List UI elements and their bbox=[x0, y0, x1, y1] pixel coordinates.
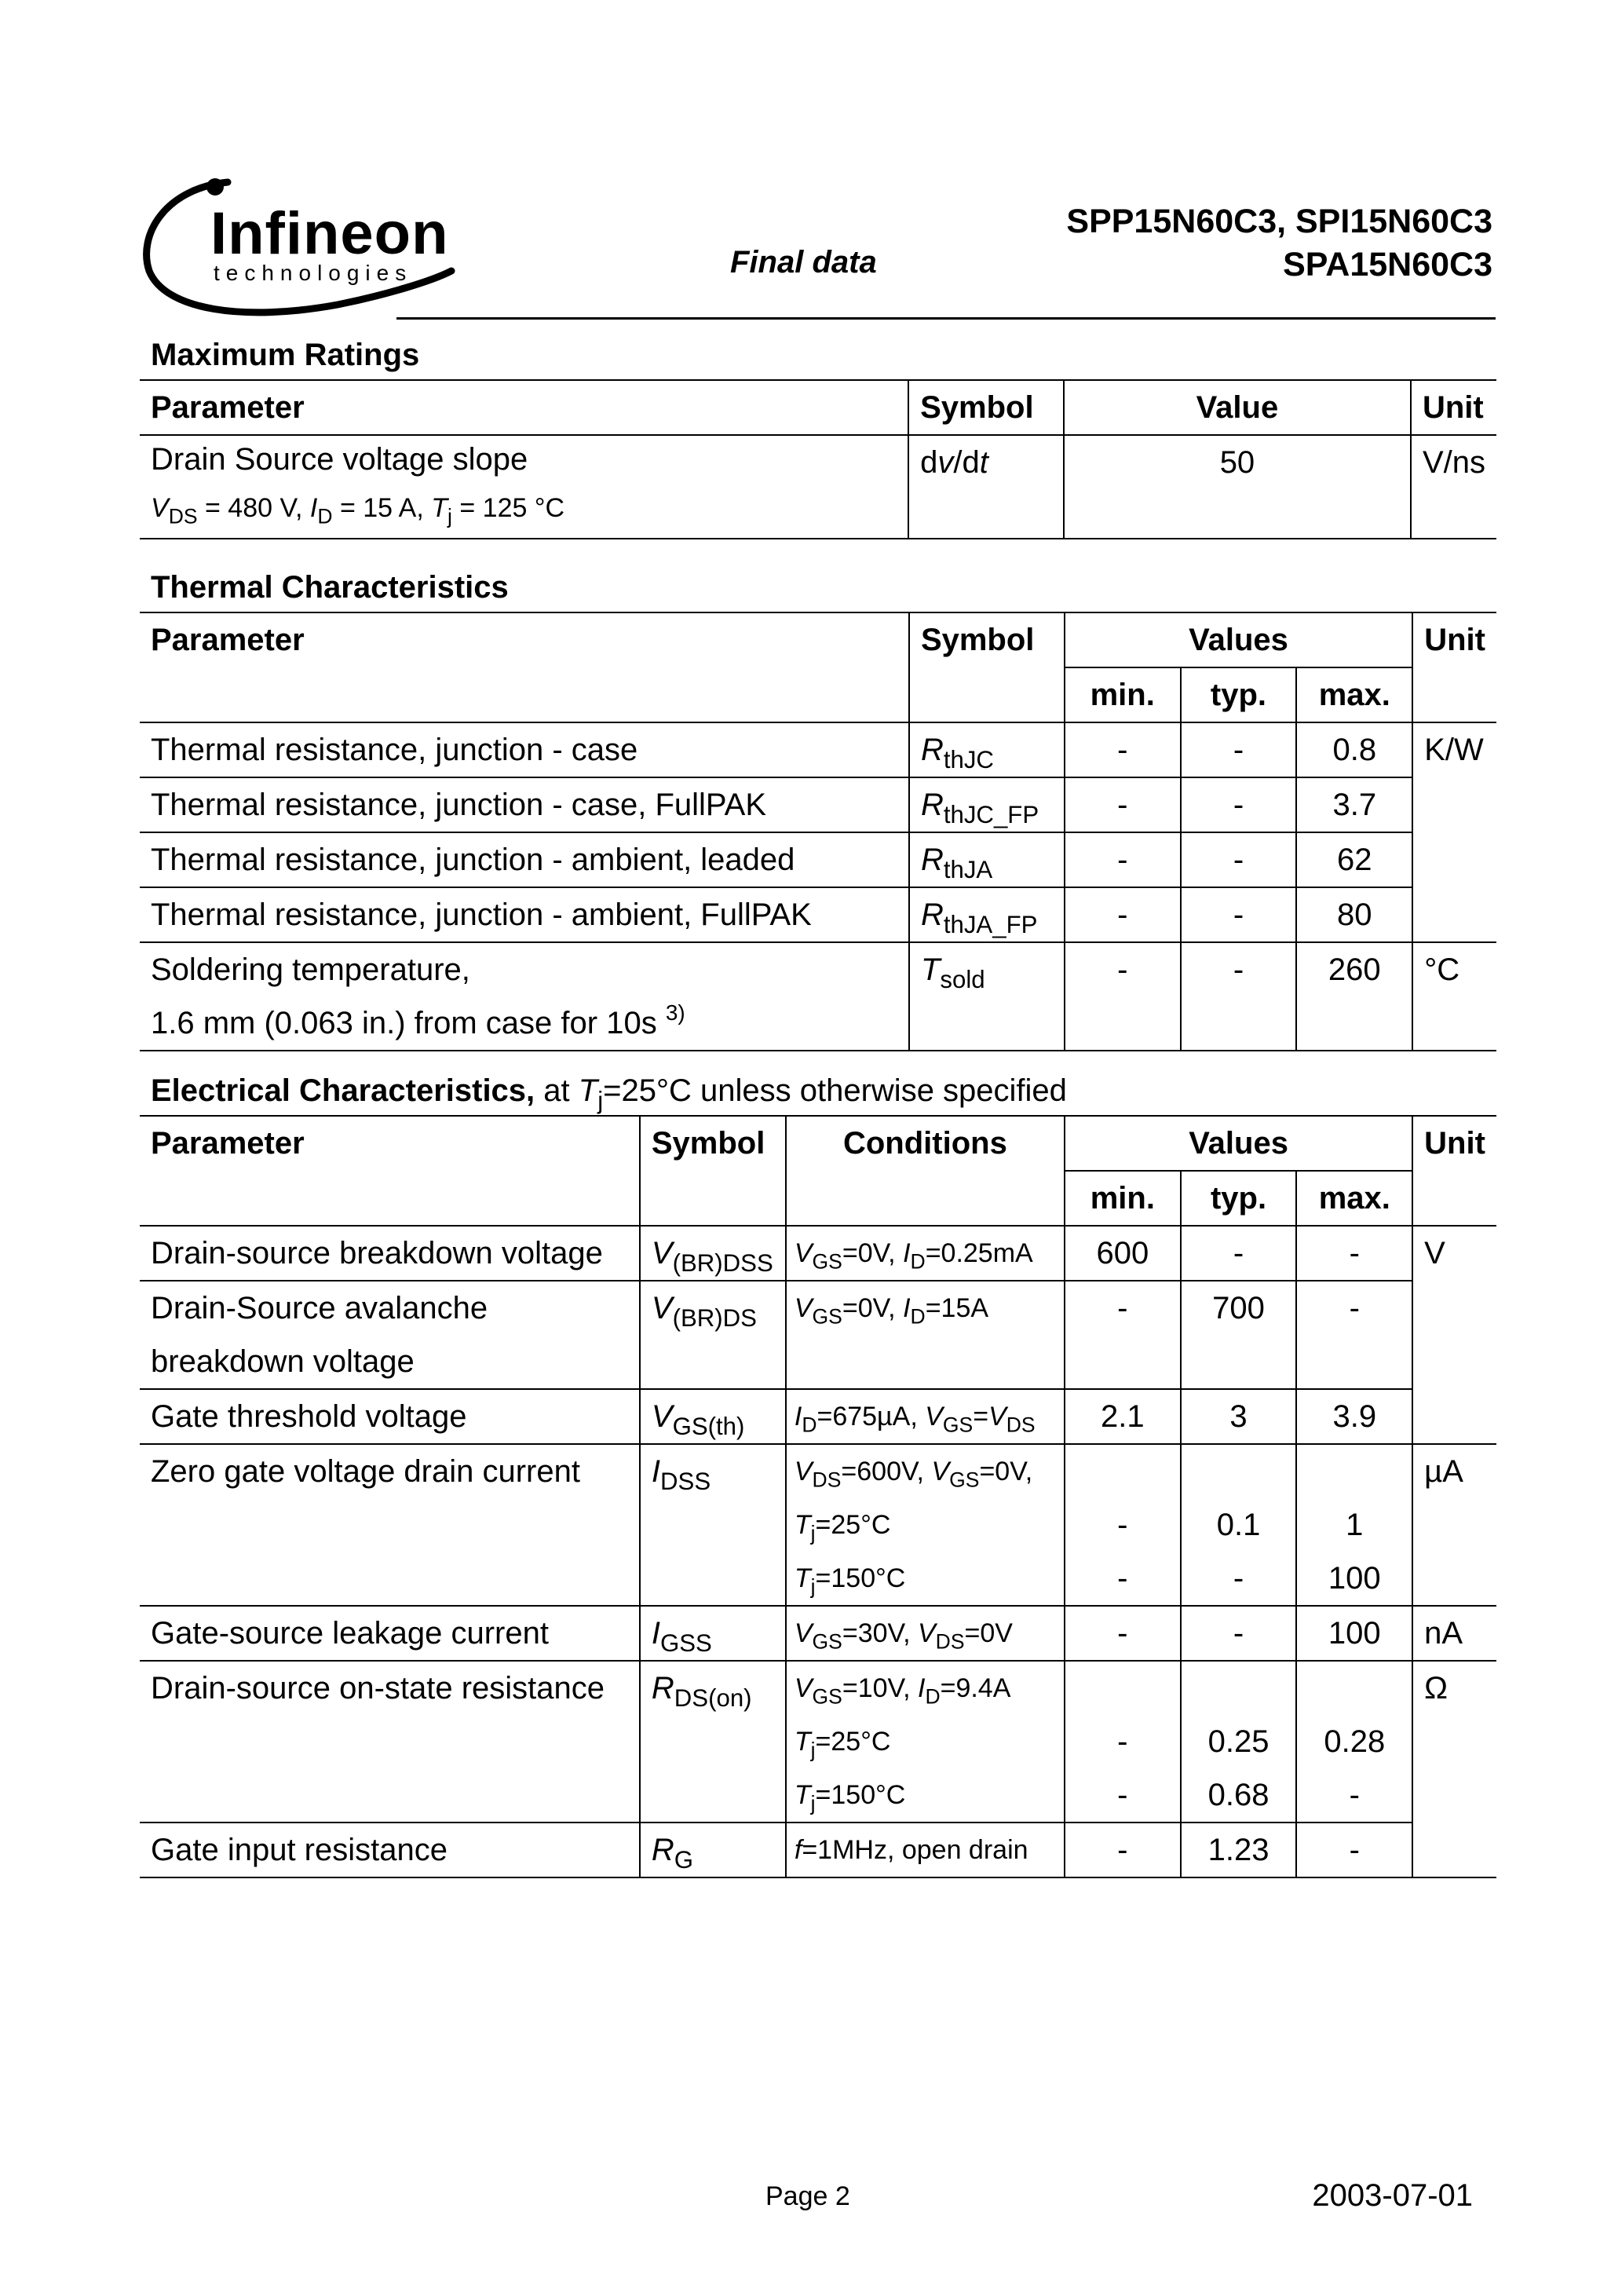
unit: Ω bbox=[1412, 1661, 1496, 1877]
max-ratings-table bbox=[140, 379, 1496, 539]
symbol: $R_{thJC}$ bbox=[909, 722, 1065, 777]
max-ratings-title: Maximum Ratings bbox=[151, 338, 420, 372]
parameter: Drain-source breakdown voltage bbox=[151, 1236, 603, 1270]
unit: nA bbox=[1412, 1606, 1496, 1661]
table-row bbox=[140, 435, 1496, 539]
col-max: max. bbox=[1296, 667, 1412, 722]
max: 1 100 bbox=[1296, 1444, 1412, 1606]
col-values: Values bbox=[1065, 1116, 1412, 1171]
col-typ: typ. bbox=[1181, 1171, 1297, 1226]
max: 260 bbox=[1296, 942, 1412, 1051]
typ: - bbox=[1181, 832, 1297, 887]
conditions: f=1MHz, open drain bbox=[786, 1823, 1065, 1877]
document-status: Final data bbox=[730, 245, 877, 280]
col-value: Value bbox=[1064, 380, 1411, 435]
col-parameter: Parameter bbox=[140, 612, 909, 722]
unit: V/ns bbox=[1411, 435, 1496, 539]
max: 100 bbox=[1296, 1606, 1412, 1661]
symbol: $R_{DS(on)}$ bbox=[640, 1661, 786, 1823]
col-unit: Unit bbox=[1412, 612, 1496, 722]
col-conditions: Conditions bbox=[786, 1116, 1065, 1226]
table-row bbox=[140, 1389, 1496, 1444]
symbol: $V_{(BR)DSS}$ bbox=[640, 1226, 786, 1281]
parameter-line2: 1.6 mm (0.063 in.) from case for 10s bbox=[151, 1006, 657, 1040]
conditions: $I_D=675\mu A$, $V_{GS}=V_{DS}$ bbox=[786, 1389, 1065, 1444]
conditions: $V_{GS}=0V$, $I_D=15A$ bbox=[786, 1281, 1065, 1389]
table-row bbox=[140, 1606, 1496, 1661]
unit: °C bbox=[1412, 942, 1496, 1051]
symbol: $R_{thJA\_FP}$ bbox=[909, 887, 1065, 942]
electrical-title: Electrical Characteristics, at $T_j=25^\circ C$ unless otherwise specified bbox=[151, 1073, 1067, 1114]
col-min: min. bbox=[1065, 1171, 1181, 1226]
table-row bbox=[140, 777, 1496, 832]
logo-subtext: technologies bbox=[214, 261, 413, 285]
parameter: Soldering temperature, bbox=[151, 952, 470, 987]
col-min: min. bbox=[1065, 667, 1181, 722]
max: 3.7 bbox=[1296, 777, 1412, 832]
conditions: $V_{GS}=0V$, $I_D=0.25mA$ bbox=[786, 1226, 1065, 1281]
table-row bbox=[140, 887, 1496, 942]
typ: - bbox=[1181, 887, 1297, 942]
min: - bbox=[1065, 1281, 1181, 1389]
table-row bbox=[140, 1823, 1496, 1877]
parameter: Thermal resistance, junction - ambient, leaded bbox=[151, 843, 795, 877]
symbol: $R_{thJC\_FP}$ bbox=[909, 777, 1065, 832]
thermal-table bbox=[140, 612, 1496, 1051]
parameter: Thermal resistance, junction - case, FullPAK bbox=[151, 788, 767, 822]
page-number: Page 2 bbox=[765, 2181, 850, 2211]
min: - bbox=[1065, 832, 1181, 887]
symbol: $V_{GS(th)}$ bbox=[640, 1389, 786, 1444]
typ: - bbox=[1181, 777, 1297, 832]
table-row bbox=[140, 832, 1496, 887]
typ: 3 bbox=[1181, 1389, 1297, 1444]
parameter: Thermal resistance, junction - case bbox=[151, 733, 638, 767]
typ: 1.23 bbox=[1181, 1823, 1297, 1877]
parameter: Thermal resistance, junction - ambient, FullPAK bbox=[151, 898, 812, 932]
part-numbers-line1: SPP15N60C3, SPI15N60C3 bbox=[1066, 203, 1492, 240]
typ: 0.25 0.68 bbox=[1181, 1661, 1297, 1823]
table-row bbox=[140, 1661, 1496, 1823]
typ: - bbox=[1181, 1226, 1297, 1281]
parameter: Gate threshold voltage bbox=[151, 1399, 467, 1434]
min: 600 bbox=[1065, 1226, 1181, 1281]
min: - - bbox=[1065, 1661, 1181, 1823]
typ: 0.1 - bbox=[1181, 1444, 1297, 1606]
part-numbers-line2: SPA15N60C3 bbox=[1283, 246, 1492, 283]
header-divider bbox=[396, 317, 1496, 320]
conditions: $V_{DS}=600V$, $V_{GS}=0V$, $T_j=25^\circ C$ $T_j=150^\circ C$ bbox=[786, 1444, 1065, 1606]
infineon-logo bbox=[133, 173, 463, 322]
typ: 700 bbox=[1181, 1281, 1297, 1389]
max: 3.9 bbox=[1296, 1389, 1412, 1444]
symbol: $T_{sold}$ bbox=[909, 942, 1065, 1051]
min: - bbox=[1065, 1823, 1181, 1877]
table-row bbox=[140, 722, 1496, 777]
footnote-ref: 3) bbox=[665, 1000, 685, 1026]
col-max: max. bbox=[1296, 1171, 1412, 1226]
conditions: $V_{GS}=10V$, $I_D=9.4A$ $T_j=25^\circ C$ $T_j=150^\circ C$ bbox=[786, 1661, 1065, 1823]
parameter-conditions: $V_{DS} = 480$ V, $I_D = 15$ A, $T_j = 125$ °C bbox=[151, 493, 564, 528]
col-values: Values bbox=[1065, 612, 1412, 667]
table-row bbox=[140, 942, 1496, 1051]
table-row bbox=[140, 1281, 1496, 1389]
min: - bbox=[1065, 942, 1181, 1051]
parameter: Zero gate voltage drain current bbox=[151, 1454, 580, 1489]
typ: - bbox=[1181, 942, 1297, 1051]
symbol: $I_{DSS}$ bbox=[640, 1444, 786, 1606]
electrical-table bbox=[140, 1115, 1496, 1878]
symbol: dv/dt bbox=[908, 435, 1064, 539]
min: 2.1 bbox=[1065, 1389, 1181, 1444]
min: - bbox=[1065, 887, 1181, 942]
typ: - bbox=[1181, 722, 1297, 777]
min: - - bbox=[1065, 1444, 1181, 1606]
max: 0.28 - bbox=[1296, 1661, 1412, 1823]
col-parameter: Parameter bbox=[140, 1116, 640, 1226]
table-row bbox=[140, 1444, 1496, 1606]
parameter: Gate-source leakage current bbox=[151, 1616, 549, 1651]
max: 0.8 bbox=[1296, 722, 1412, 777]
unit: K/W bbox=[1412, 722, 1496, 942]
value: 50 bbox=[1064, 435, 1411, 539]
col-unit: Unit bbox=[1411, 380, 1496, 435]
max: - bbox=[1296, 1823, 1412, 1877]
parameter-line2: breakdown voltage bbox=[151, 1344, 415, 1379]
symbol: $I_{GSS}$ bbox=[640, 1606, 786, 1661]
col-unit: Unit bbox=[1412, 1116, 1496, 1226]
col-symbol: Symbol bbox=[909, 612, 1065, 722]
max: - bbox=[1296, 1226, 1412, 1281]
table-row bbox=[140, 1226, 1496, 1281]
typ: - bbox=[1181, 1606, 1297, 1661]
max: - bbox=[1296, 1281, 1412, 1389]
conditions: $V_{GS}=30V$, $V_{DS}=0V$ bbox=[786, 1606, 1065, 1661]
symbol: $R_{thJA}$ bbox=[909, 832, 1065, 887]
document-date: 2003-07-01 bbox=[1312, 2178, 1473, 2213]
min: - bbox=[1065, 777, 1181, 832]
symbol: $V_{(BR)DS}$ bbox=[640, 1281, 786, 1389]
parameter: Drain-source on-state resistance bbox=[151, 1671, 605, 1706]
parameter: Gate input resistance bbox=[151, 1833, 448, 1867]
unit: V bbox=[1412, 1226, 1496, 1444]
col-typ: typ. bbox=[1181, 667, 1297, 722]
min: - bbox=[1065, 722, 1181, 777]
min: - bbox=[1065, 1606, 1181, 1661]
max: 80 bbox=[1296, 887, 1412, 942]
unit: µA bbox=[1412, 1444, 1496, 1606]
logo-text: Infineon bbox=[210, 200, 449, 267]
max: 62 bbox=[1296, 832, 1412, 887]
col-symbol: Symbol bbox=[640, 1116, 786, 1226]
col-symbol: Symbol bbox=[908, 380, 1064, 435]
parameter: Drain-Source avalanche bbox=[151, 1291, 488, 1325]
col-parameter: Parameter bbox=[140, 380, 908, 435]
symbol: $R_G$ bbox=[640, 1823, 786, 1877]
parameter: Drain Source voltage slope bbox=[151, 442, 528, 477]
thermal-title: Thermal Characteristics bbox=[151, 570, 509, 605]
